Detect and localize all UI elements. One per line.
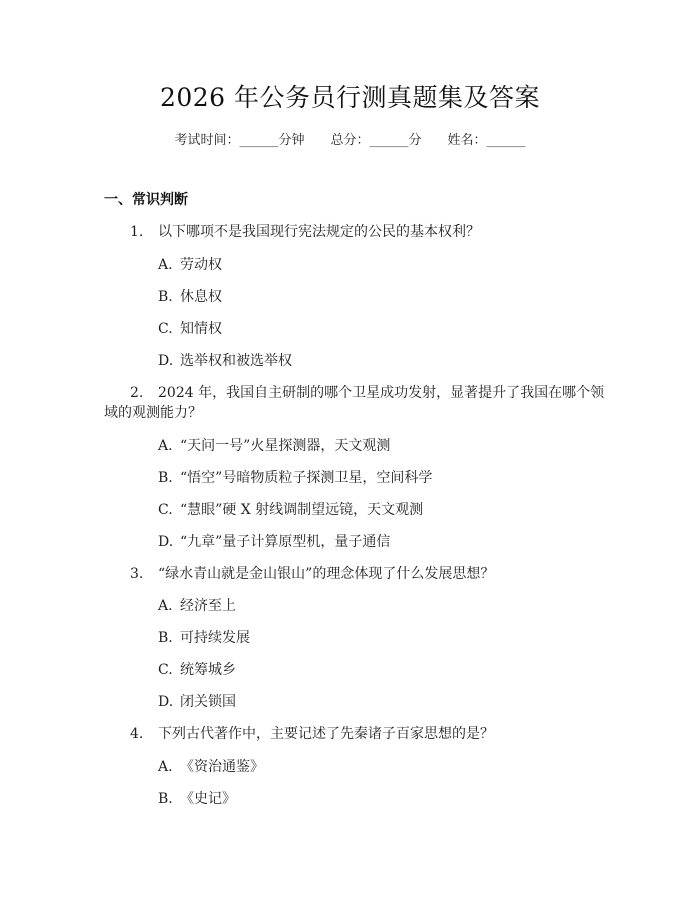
question-number: 3. <box>130 566 144 582</box>
option-text: “天问一号”火星探测器，天文观测 <box>180 438 391 454</box>
question-number: 2. <box>130 385 144 401</box>
option-2a <box>158 436 390 456</box>
option-3b <box>158 628 250 648</box>
question-2 <box>130 383 604 403</box>
option-text: 劳动权 <box>180 257 222 273</box>
option-label: D. <box>158 694 174 710</box>
section-heading: 一、常识判断 <box>104 192 188 208</box>
question-number: 4. <box>130 726 144 742</box>
option-label: B. <box>158 470 173 486</box>
option-text: 选举权和被选举权 <box>180 353 292 369</box>
question-2-continuation: 域的观测能力？ <box>104 405 202 421</box>
question-number: 1. <box>130 224 144 240</box>
name-label: 姓名：______ <box>447 133 526 148</box>
option-label: A. <box>158 438 173 454</box>
option-1a <box>158 255 222 275</box>
option-1d <box>158 351 292 371</box>
question-text: 以下哪项不是我国现行宪法规定的公民的基本权利？ <box>158 224 480 240</box>
question-text: “绿水青山就是金山银山”的理念体现了什么发展思想？ <box>158 566 495 582</box>
option-1c <box>158 319 222 339</box>
option-3a <box>158 596 236 616</box>
option-label: A. <box>158 257 173 273</box>
question-text: 2024 年，我国自主研制的哪个卫星成功发射，显著提升了我国在哪个领 <box>158 385 605 401</box>
document-title: 2026 年公务员行测真题集及答案 <box>159 83 541 112</box>
exam-meta <box>0 131 700 151</box>
option-text: 知情权 <box>180 321 222 337</box>
option-label: B. <box>158 630 173 646</box>
option-label: B. <box>158 289 173 305</box>
option-text: 《史记》 <box>180 791 236 807</box>
option-label: C. <box>158 662 173 678</box>
option-text: 《资治通鉴》 <box>180 759 264 775</box>
option-1b <box>158 287 222 307</box>
option-label: B. <box>158 791 173 807</box>
option-label: A. <box>158 759 173 775</box>
option-text: “悟空”号暗物质粒子探测卫星，空间科学 <box>180 470 433 486</box>
option-text: 经济至上 <box>180 598 236 614</box>
option-label: C. <box>158 502 173 518</box>
option-label: D. <box>158 534 174 550</box>
option-text: 休息权 <box>180 289 222 305</box>
option-3d <box>158 692 236 712</box>
question-1 <box>130 222 480 242</box>
option-3c <box>158 660 236 680</box>
option-label: A. <box>158 598 173 614</box>
option-2d <box>158 532 390 552</box>
option-text: 统筹城乡 <box>180 662 236 678</box>
question-3 <box>130 564 494 584</box>
option-text: 可持续发展 <box>180 630 250 646</box>
option-text: “九章”量子计算原型机，量子通信 <box>180 534 391 550</box>
option-2b <box>158 468 432 488</box>
total-score-label: 总分：______分 <box>330 133 422 148</box>
option-text: “慧眼”硬 X 射线调制望远镜，天文观测 <box>180 502 424 518</box>
option-4b <box>158 789 236 809</box>
exam-time-label: 考试时间：______分钟 <box>174 133 305 148</box>
option-2c <box>158 500 423 520</box>
option-label: C. <box>158 321 173 337</box>
option-label: D. <box>158 353 174 369</box>
question-4 <box>130 724 494 744</box>
question-text: 下列古代著作中，主要记述了先秦诸子百家思想的是？ <box>158 726 494 742</box>
option-4a <box>158 757 264 777</box>
option-text: 闭关锁国 <box>180 694 236 710</box>
